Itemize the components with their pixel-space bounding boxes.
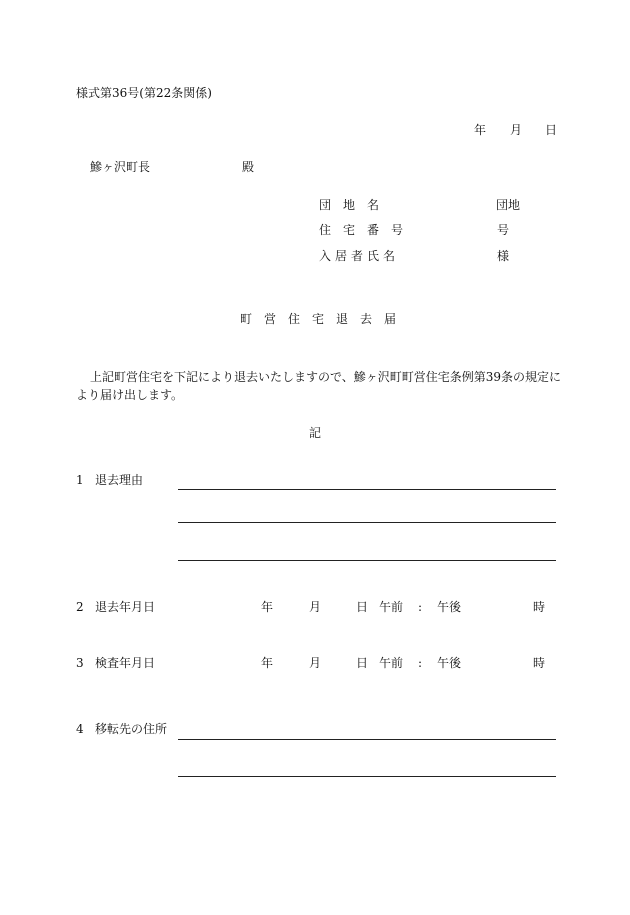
- item-1-label: 退去理由: [95, 473, 144, 487]
- item-2-number: 2: [76, 600, 84, 614]
- reason-line-2[interactable]: [178, 522, 556, 523]
- date-day-label: 日: [545, 123, 558, 137]
- document-title: 町 営 住 宅 退 去 届: [240, 312, 397, 326]
- reason-line-1[interactable]: [178, 489, 556, 490]
- addressee-name: 鰺ヶ沢町長: [90, 160, 151, 174]
- item-3-month: 月: [309, 656, 322, 670]
- item-2-am: 午前: [379, 600, 404, 614]
- item-1-number: 1: [76, 473, 84, 487]
- date-year-label: 年: [474, 123, 487, 137]
- address-line-1[interactable]: [178, 739, 556, 740]
- item-3-label: 検査年月日: [95, 656, 156, 670]
- body-text-line-2: より届け出します。: [76, 388, 184, 402]
- complex-name-label: 団 地 名: [319, 198, 380, 212]
- item-3-colon: :: [418, 656, 423, 670]
- item-2-hour: 時: [533, 600, 546, 614]
- item-2-month: 月: [309, 600, 322, 614]
- item-3-number: 3: [76, 656, 84, 670]
- item-3-day: 日: [356, 656, 369, 670]
- tenant-name-label: 入居者氏名: [319, 249, 400, 263]
- date-month-label: 月: [510, 123, 523, 137]
- address-line-2[interactable]: [178, 776, 556, 777]
- item-2-colon: :: [418, 600, 423, 614]
- item-3-year: 年: [261, 656, 274, 670]
- item-2-year: 年: [261, 600, 274, 614]
- unit-number-value: 号: [497, 223, 510, 237]
- form-number: 様式第36号(第22条関係): [76, 86, 212, 100]
- item-3-pm: 午後: [437, 656, 462, 670]
- reason-line-3[interactable]: [178, 560, 556, 561]
- item-2-label: 退去年月日: [95, 600, 156, 614]
- item-4-number: 4: [76, 722, 84, 736]
- ki-heading: 記: [309, 426, 322, 440]
- unit-number-label: 住 宅 番 号: [319, 223, 404, 237]
- item-2-pm: 午後: [437, 600, 462, 614]
- item-2-day: 日: [356, 600, 369, 614]
- addressee-honorific: 殿: [242, 160, 255, 174]
- item-4-label: 移転先の住所: [95, 722, 168, 736]
- item-3-hour: 時: [533, 656, 546, 670]
- body-text-line-1: 上記町営住宅を下記により退去いたしますので、鰺ヶ沢町町営住宅条例第39条の規定に: [90, 370, 562, 384]
- complex-name-value: 団地: [496, 198, 521, 212]
- item-3-am: 午前: [379, 656, 404, 670]
- tenant-name-value: 様: [497, 249, 510, 263]
